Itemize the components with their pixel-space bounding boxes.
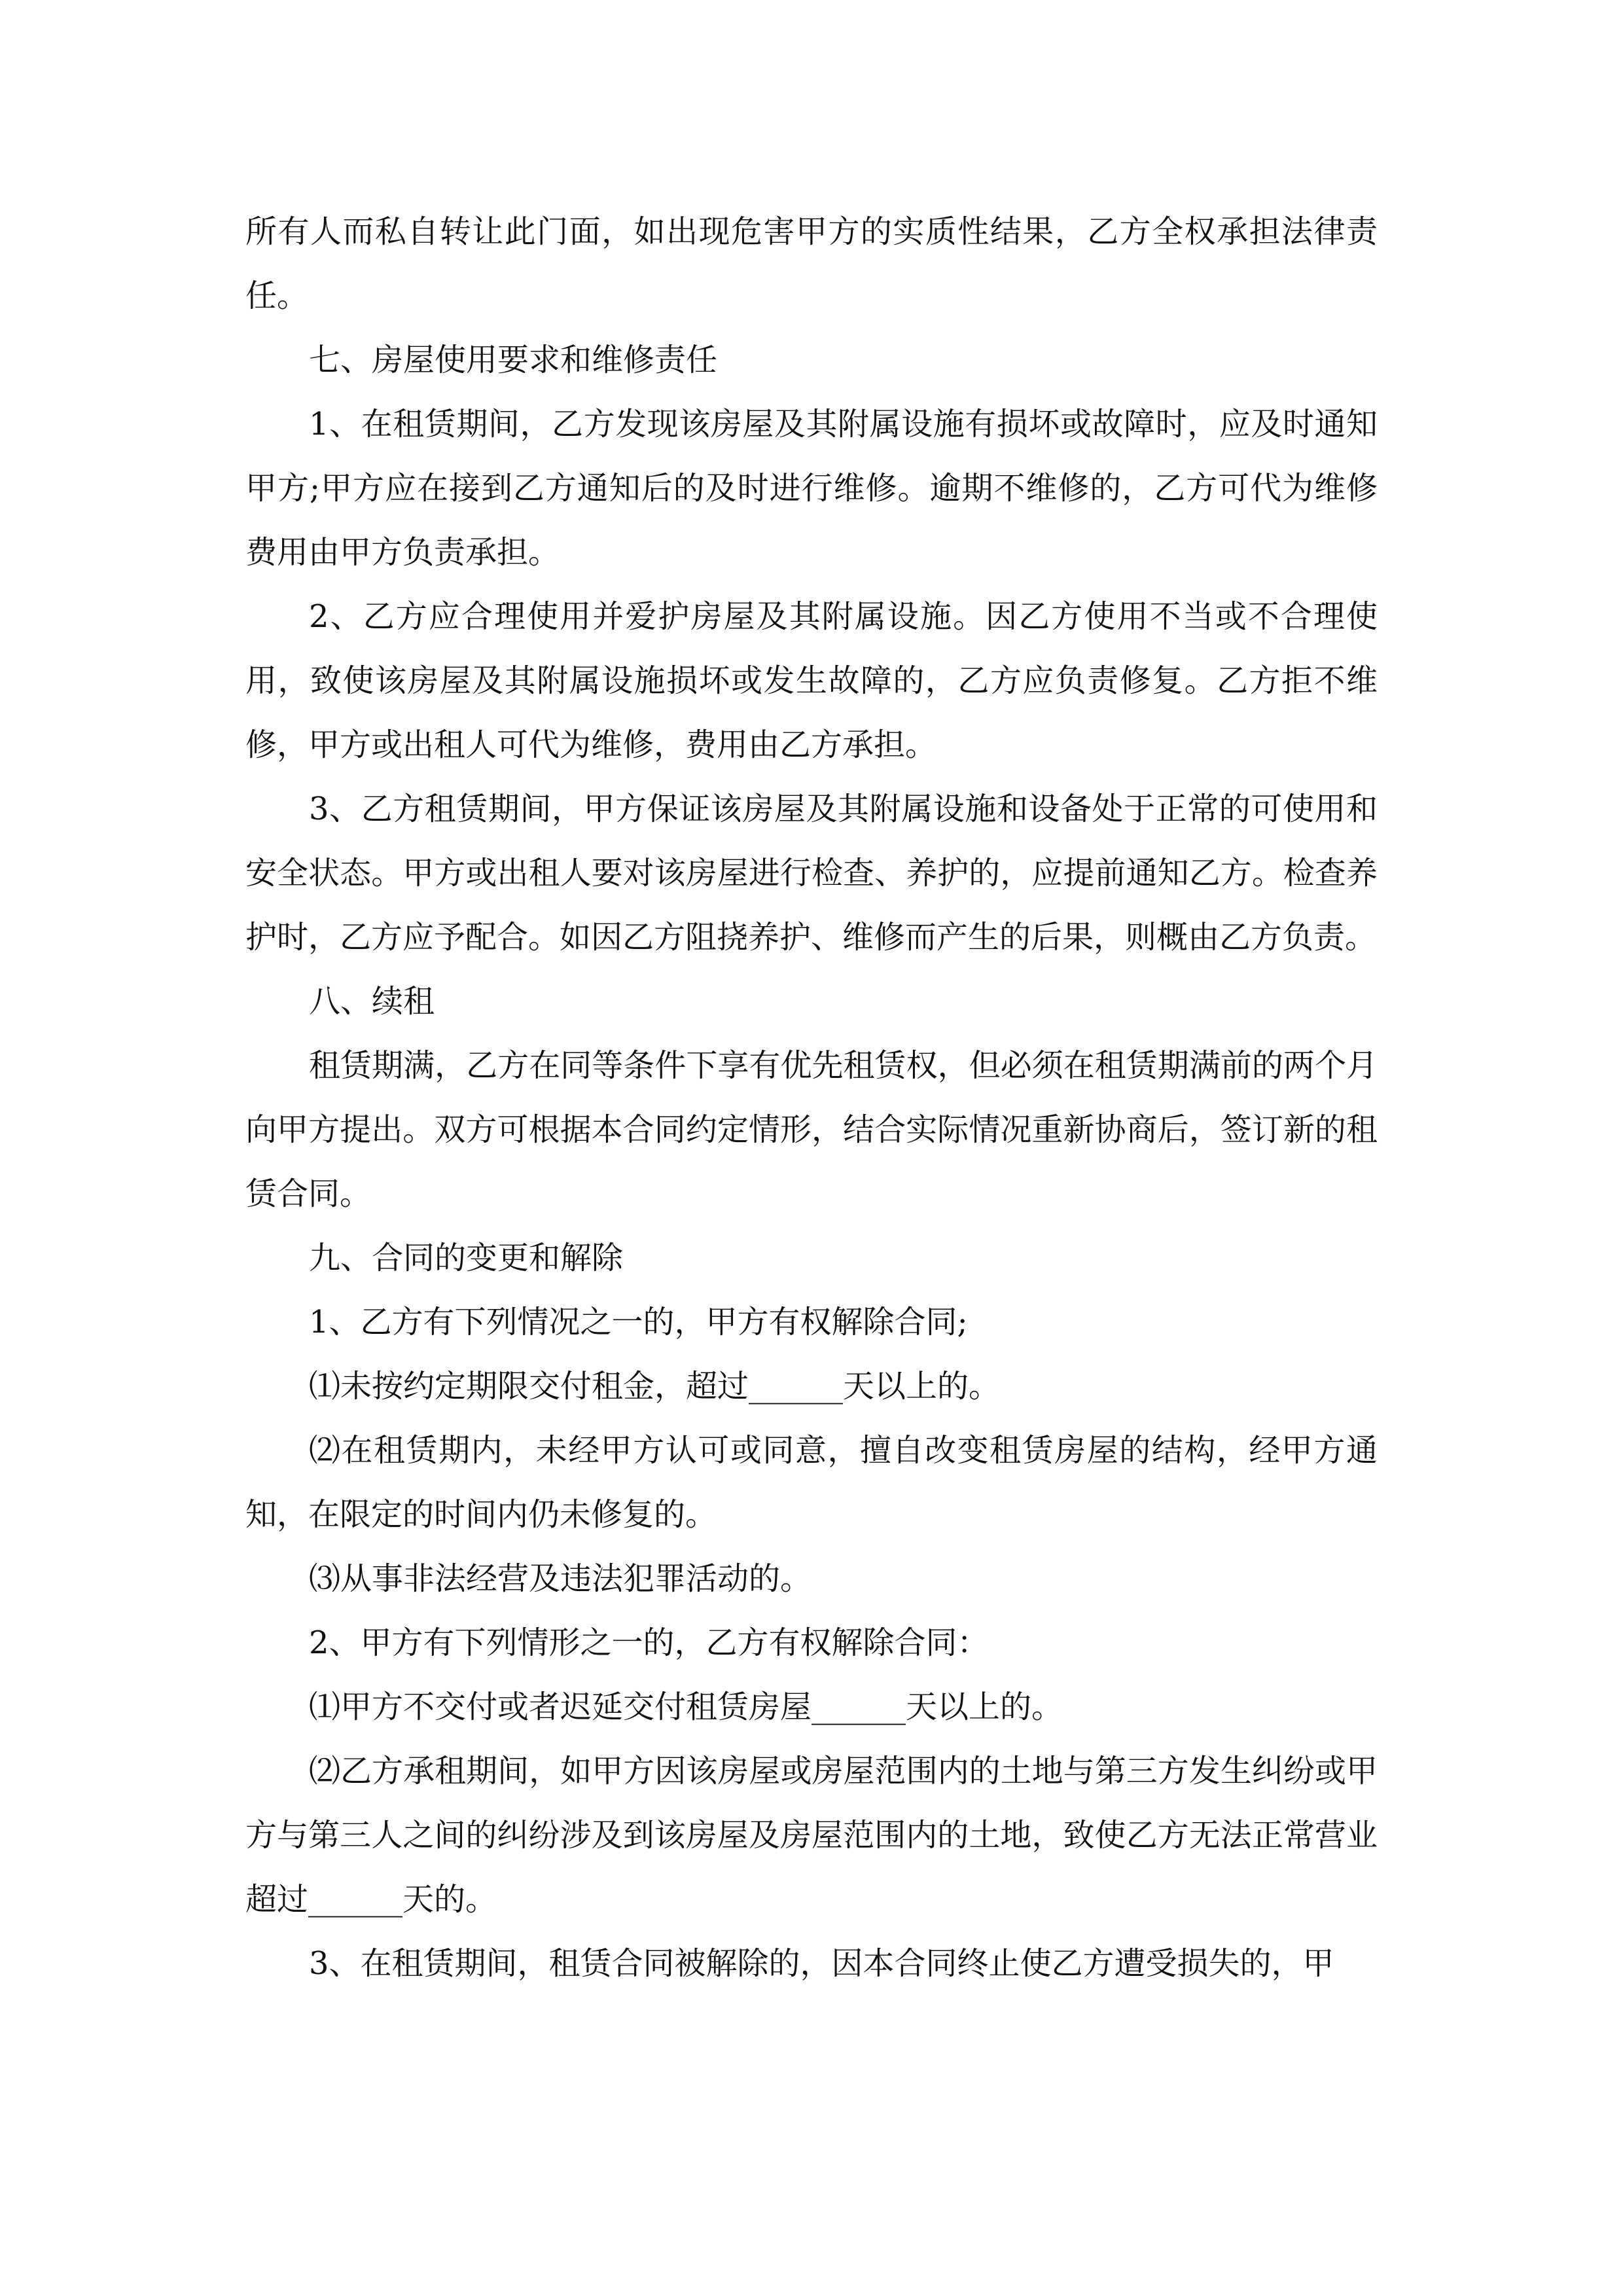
paragraph-9-2: 2、甲方有下列情形之一的，乙方有权解除合同： — [309, 1624, 989, 1661]
section-heading-7: 七、房屋使用要求和维修责任 — [309, 342, 718, 378]
paragraph-9-1-item-3: ⑶从事非法经营及违法犯罪活动的。 — [309, 1560, 812, 1597]
document-body — [245, 200, 1378, 1996]
paragraph-7-2: 2、乙方应合理使用并爱护房屋及其附属设施。因乙方使用不当或不合理使用，致使该房屋及其附属设施损坏或发生故障的，乙方应负责修复。乙方拒不维修，甲方或出租人可代为维修，费用由乙方承担。 — [245, 598, 1378, 763]
paragraph-9-3: 3、在租赁期间，租赁合同被解除的，因本合同终止使乙方遭受损失的，甲 — [309, 1945, 1334, 1982]
section-heading-9: 九、合同的变更和解除 — [309, 1240, 624, 1276]
paragraph-9-1-item-2: ⑵在租赁期内，未经甲方认可或同意，擅自改变租赁房屋的结构，经甲方通知，在限定的时间内仍未修复的。 — [245, 1432, 1378, 1533]
paragraph-9-2-item-1: ⑴甲方不交付或者迟延交付租赁房屋______天以上的。 — [309, 1689, 1063, 1725]
paragraph-9-1-item-1: ⑴未按约定期限交付租金，超过______天以上的。 — [309, 1368, 1001, 1405]
section-heading-8: 八、续租 — [309, 983, 435, 1020]
paragraph-7-1: 1、在租赁期间，乙方发现该房屋及其附属设施有损坏或故障时，应及时通知甲方;甲方应在接到乙方通知后的及时进行维修。逾期不维修的，乙方可代为维修费用由甲方负责承担。 — [245, 406, 1378, 571]
paragraph-9-2-item-2: ⑵乙方承租期间，如甲方因该房屋或房屋范围内的土地与第三方发生纠纷或甲方与第三人之间的纠纷涉及到该房屋及房屋范围内的土地，致使乙方无法正常营业超过______天的。 — [245, 1753, 1378, 1918]
paragraph-transfer-liability: 所有人而私自转让此门面，如出现危害甲方的实质性结果，乙方全权承担法律责任。 — [245, 213, 1378, 314]
paragraph-7-3: 3、乙方租赁期间，甲方保证该房屋及其附属设施和设备处于正常的可使用和安全状态。甲方或出租人要对该房屋进行检查、养护的，应提前通知乙方。检查养护时，乙方应予配合。如因乙方阻挠养护、维修而产生的后果，则概由乙方负责。 — [245, 791, 1378, 956]
paragraph-8-renewal: 租赁期满，乙方在同等条件下享有优先租赁权，但必须在租赁期满前的两个月向甲方提出。双方可根据本合同约定情形，结合实际情况重新协商后，签订新的租赁合同。 — [245, 1047, 1378, 1212]
paragraph-9-1: 1、乙方有下列情况之一的，甲方有权解除合同; — [309, 1304, 968, 1340]
